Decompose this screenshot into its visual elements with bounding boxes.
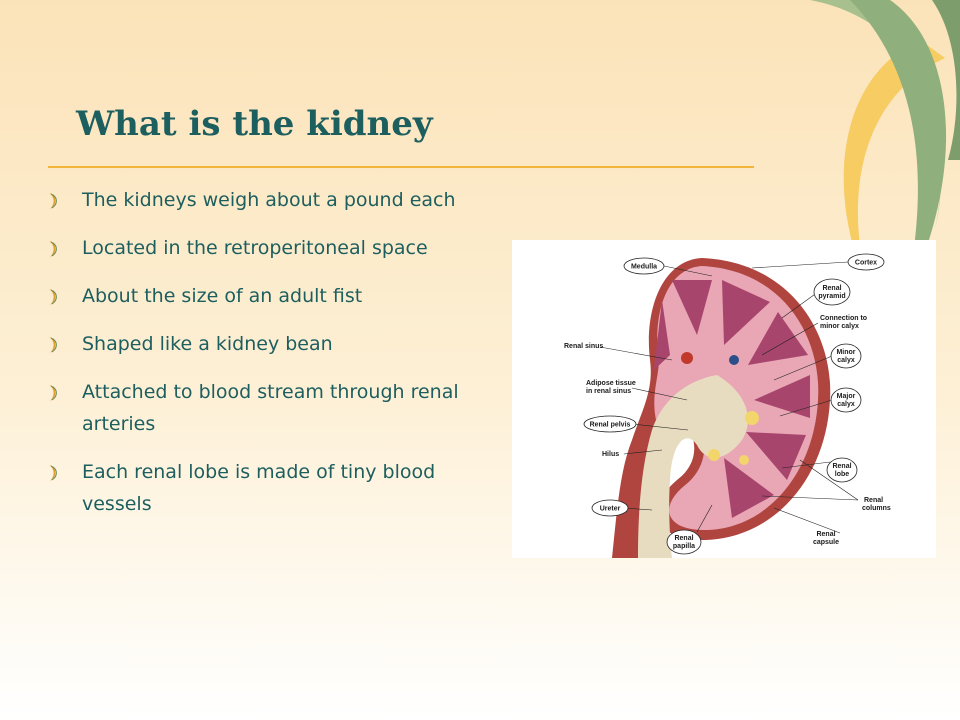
svg-text:Renal: Renal xyxy=(822,285,842,292)
bullet-list xyxy=(46,184,508,536)
label-renal-papilla xyxy=(667,530,701,554)
label-minor-calyx xyxy=(831,344,861,368)
crescent-bullet-icon xyxy=(46,336,60,354)
svg-text:calyx: calyx xyxy=(837,357,855,364)
svg-text:Renal: Renal xyxy=(674,535,694,542)
svg-text:Major: Major xyxy=(836,393,856,400)
blood-vessel xyxy=(681,352,693,364)
crescent-bullet-icon xyxy=(46,288,60,306)
bullet-text: About the size of an adult fist xyxy=(82,285,363,307)
label-cortex xyxy=(848,254,884,270)
label-renal-capsule xyxy=(813,531,839,546)
label-renal-pelvis xyxy=(584,416,636,432)
label-medulla xyxy=(624,258,664,274)
svg-text:lobe: lobe xyxy=(834,471,850,478)
bullet-item xyxy=(46,328,508,360)
svg-text:Ureter: Ureter xyxy=(599,505,621,513)
bullet-item xyxy=(46,456,508,520)
adipose-tissue xyxy=(739,455,749,465)
svg-text:columns: columns xyxy=(862,505,891,512)
svg-text:Minor: Minor xyxy=(836,349,856,356)
svg-text:Adipose tissue: Adipose tissue xyxy=(586,380,636,387)
crescent-bullet-icon xyxy=(46,240,60,258)
svg-text:papilla: papilla xyxy=(672,543,696,550)
blood-vessel xyxy=(729,355,739,365)
kidney-illustration xyxy=(512,240,936,558)
svg-text:Renal: Renal xyxy=(816,531,836,538)
label-adipose xyxy=(586,380,636,395)
bullet-text: Each renal lobe is made of tiny blood vessels xyxy=(82,461,436,515)
svg-text:Hilus: Hilus xyxy=(602,451,620,458)
label-renal-lobe xyxy=(827,458,857,482)
svg-text:in renal sinus: in renal sinus xyxy=(586,388,632,395)
label-renal-columns xyxy=(862,497,891,512)
svg-text:Renal: Renal xyxy=(864,497,884,504)
svg-text:pyramid: pyramid xyxy=(818,293,846,300)
bullet-text: Shaped like a kidney bean xyxy=(82,333,333,355)
bullet-text: The kidneys weigh about a pound each xyxy=(82,189,456,211)
svg-text:minor calyx: minor calyx xyxy=(820,323,859,330)
svg-text:Renal pelvis: Renal pelvis xyxy=(589,421,631,429)
svg-text:Renal sinus: Renal sinus xyxy=(564,343,604,350)
crescent-bullet-icon xyxy=(46,192,60,210)
slide-title: What is the kidney xyxy=(76,104,433,144)
crescent-bullet-icon xyxy=(46,464,60,482)
kidney-diagram xyxy=(512,240,936,558)
svg-text:calyx: calyx xyxy=(837,401,855,408)
svg-text:capsule: capsule xyxy=(812,539,840,546)
label-hilus xyxy=(602,451,619,458)
bullet-item xyxy=(46,376,508,440)
svg-text:Cortex: Cortex xyxy=(854,259,878,267)
bullet-item xyxy=(46,232,508,264)
title-underline xyxy=(48,166,754,168)
crescent-bullet-icon xyxy=(46,384,60,402)
adipose-tissue xyxy=(745,411,759,425)
label-connection xyxy=(820,315,867,330)
label-ureter xyxy=(592,500,628,516)
label-renal-pyramid xyxy=(814,279,850,305)
svg-text:Connection to: Connection to xyxy=(820,315,868,322)
svg-text:Medulla: Medulla xyxy=(630,263,658,271)
bullet-item xyxy=(46,184,508,216)
label-renal-sinus xyxy=(564,343,603,350)
adipose-tissue xyxy=(708,449,720,461)
svg-text:Renal: Renal xyxy=(832,463,852,470)
label-major-calyx xyxy=(831,388,861,412)
bullet-text: Attached to blood stream through renal arteries xyxy=(82,381,459,435)
bullet-item xyxy=(46,280,508,312)
bullet-text: Located in the retroperitoneal space xyxy=(82,237,428,259)
